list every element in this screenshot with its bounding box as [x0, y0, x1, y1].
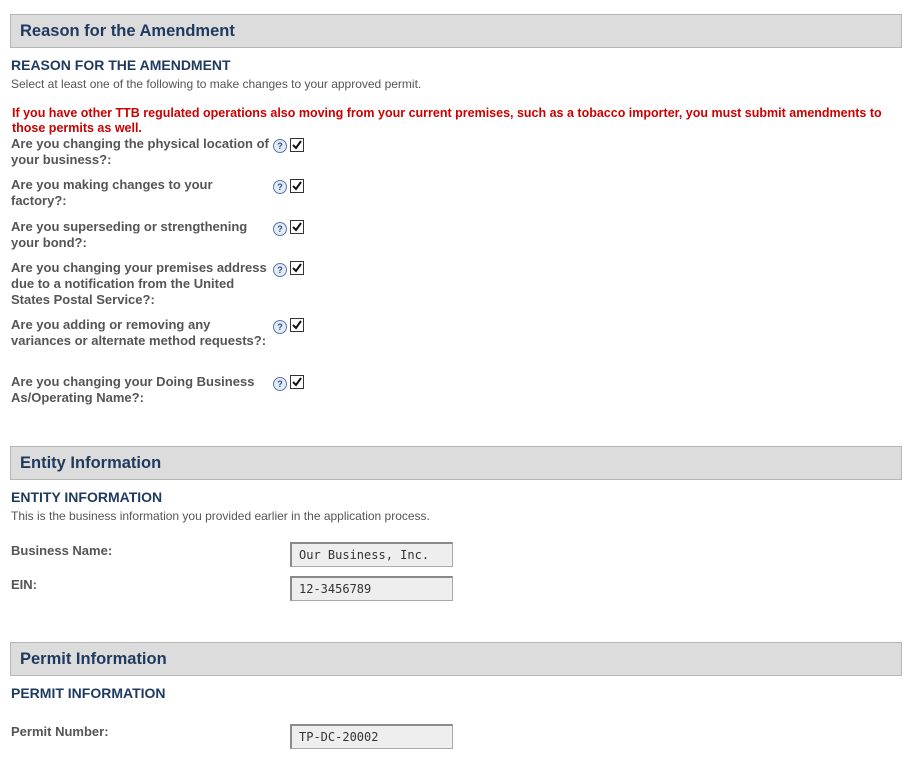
checkbox-bond[interactable] — [290, 220, 304, 234]
question-label-dba-name: Are you changing your Doing Business As/Operating Name?: — [11, 374, 255, 405]
amendment-warning: If you have other TTB regulated operations also moving from your current premises, such as a tobacco importer, you must submit amendments to those permits as well. — [12, 106, 882, 135]
help-icon[interactable]: ? — [273, 377, 287, 391]
question-label-physical-location: Are you changing the physical location of your business?: — [11, 136, 269, 167]
question-label-variances: Are you adding or removing any variances or alternate method requests?: — [11, 317, 267, 348]
checkbox-variances[interactable] — [290, 318, 304, 332]
help-icon[interactable]: ? — [273, 222, 287, 236]
permit-section-heading: Permit Information — [20, 650, 167, 668]
permit-number-field[interactable] — [290, 724, 453, 749]
question-label-factory-changes: Are you making changes to your factory?: — [11, 177, 213, 208]
entity-section-header — [10, 446, 902, 480]
checkmark-icon — [291, 319, 303, 331]
permit-number-label: Permit Number: — [11, 724, 109, 739]
checkmark-icon — [291, 376, 303, 388]
entity-title: ENTITY INFORMATION — [11, 489, 163, 505]
entity-section-heading: Entity Information — [20, 454, 162, 472]
checkbox-usps-address[interactable] — [290, 261, 304, 275]
entity-instruction: This is the business information you provided earlier in the application process. — [11, 509, 430, 523]
question-label-bond: Are you superseding or strengthening your bond?: — [11, 219, 248, 250]
checkmark-icon — [291, 221, 303, 233]
permit-title: PERMIT INFORMATION — [11, 685, 166, 701]
ein-field[interactable] — [290, 576, 453, 601]
help-icon[interactable]: ? — [273, 139, 287, 153]
help-icon[interactable]: ? — [273, 180, 287, 194]
ein-label: EIN: — [11, 577, 37, 592]
checkmark-icon — [291, 262, 303, 274]
amendment-section-heading: Reason for the Amendment — [20, 22, 235, 40]
checkbox-factory-changes[interactable] — [290, 179, 304, 193]
permit-section-header — [10, 642, 902, 676]
checkbox-dba-name[interactable] — [290, 375, 304, 389]
help-icon[interactable]: ? — [273, 320, 287, 334]
amendment-instruction: Select at least one of the following to make changes to your approved permit. — [11, 77, 422, 91]
amendment-section-header — [10, 14, 902, 48]
checkbox-physical-location[interactable] — [290, 138, 304, 152]
checkmark-icon — [291, 180, 303, 192]
business-name-label: Business Name: — [11, 543, 113, 558]
checkmark-icon — [291, 139, 303, 151]
business-name-field[interactable] — [290, 542, 453, 567]
amendment-title: REASON FOR THE AMENDMENT — [11, 57, 231, 73]
help-icon[interactable]: ? — [273, 263, 287, 277]
question-label-usps-address: Are you changing your premises address due to a notification from the United States Postal Service?: — [11, 260, 267, 307]
